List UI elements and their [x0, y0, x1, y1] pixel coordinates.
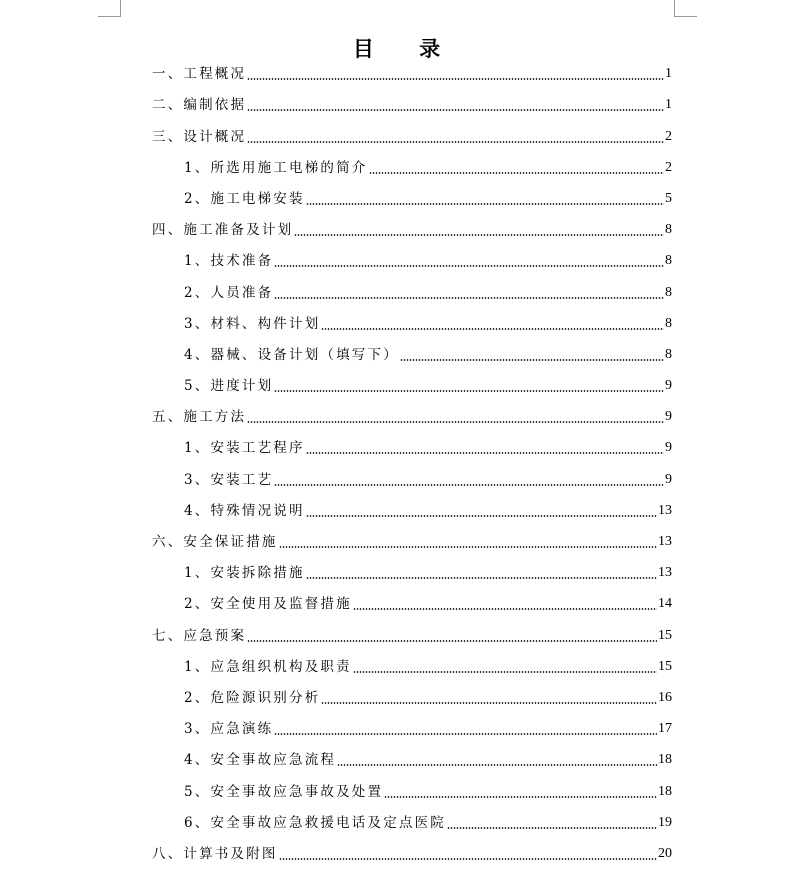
toc-entry-label: 一、工程概况 [152, 66, 247, 83]
toc-dot-leader [294, 234, 664, 236]
toc-entry-page: 2 [665, 128, 672, 144]
toc-entry-page: 20 [658, 845, 672, 861]
toc-entry-label: 三、设计概况 [152, 128, 247, 145]
toc-entry-page: 14 [658, 596, 672, 612]
toc-entry-label: 2、人员准备 [184, 284, 274, 301]
toc-entry[interactable] [0, 712, 793, 743]
toc-entry-page: 8 [665, 346, 672, 362]
toc-entry-page: 19 [658, 814, 672, 830]
toc-entry-label: 5、进度计划 [184, 378, 274, 395]
toc-entry-label: 6、安全事故应急救援电话及定点医院 [184, 814, 446, 831]
toc-entry-label: 2、安全使用及监督措施 [184, 596, 352, 613]
toc-dot-leader [279, 858, 657, 860]
toc-entry-label: 七、应急预案 [152, 627, 247, 644]
toc-entry-label: 四、施工准备及计划 [152, 222, 294, 239]
toc-entry[interactable] [0, 119, 793, 150]
toc-dot-leader [400, 359, 664, 361]
toc-entry-label: 4、器械、设备计划（填写下） [184, 346, 399, 363]
toc-dot-leader [306, 203, 664, 205]
toc-entry-page: 8 [665, 284, 672, 300]
toc-dot-leader [353, 608, 657, 610]
toc-entry-label: 八、计算书及附图 [152, 845, 278, 862]
toc-entry-page: 18 [658, 783, 672, 799]
toc-entry-label: 1、所选用施工电梯的简介 [184, 159, 368, 176]
toc-entry[interactable] [0, 618, 793, 649]
toc-entry[interactable] [0, 462, 793, 493]
toc-dot-leader [321, 702, 657, 704]
toc-entry-label: 3、应急演练 [184, 721, 274, 738]
toc-entry-page: 1 [665, 97, 672, 113]
toc-entry[interactable] [0, 743, 793, 774]
toc-entry-label: 3、材料、构件计划 [184, 315, 321, 332]
toc-dot-leader [353, 671, 657, 673]
toc-entry[interactable] [0, 806, 793, 837]
toc-entry[interactable] [0, 307, 793, 338]
toc-entry-page: 15 [658, 627, 672, 643]
toc-entry-label: 1、安装拆除措施 [184, 565, 305, 582]
toc-entry-page: 9 [665, 409, 672, 425]
toc-entry-page: 16 [658, 689, 672, 705]
toc-entry[interactable] [0, 213, 793, 244]
toc-entry-label: 二、编制依据 [152, 97, 247, 114]
toc-entry[interactable] [0, 338, 793, 369]
toc-dot-leader [337, 764, 657, 766]
toc-entry-page: 9 [665, 440, 672, 456]
toc-dot-leader [247, 421, 664, 423]
toc-dot-leader [247, 109, 664, 111]
toc-dot-leader [247, 141, 664, 143]
toc-list [0, 57, 793, 868]
toc-entry-label: 1、应急组织机构及职责 [184, 658, 352, 675]
toc-dot-leader [447, 827, 657, 829]
toc-entry[interactable] [0, 774, 793, 805]
toc-entry[interactable] [0, 556, 793, 587]
toc-entry[interactable] [0, 650, 793, 681]
toc-dot-leader [306, 577, 657, 579]
toc-title: 目 录 [352, 37, 460, 62]
toc-entry-page: 8 [665, 315, 672, 331]
toc-entry-label: 2、施工电梯安装 [184, 190, 305, 207]
toc-entry-page: 8 [665, 253, 672, 269]
toc-entry[interactable] [0, 182, 793, 213]
toc-dot-leader [247, 78, 664, 80]
toc-entry[interactable] [0, 525, 793, 556]
toc-entry-page: 8 [665, 222, 672, 238]
toc-entry-label: 4、安全事故应急流程 [184, 752, 337, 769]
toc-entry[interactable] [0, 369, 793, 400]
toc-entry[interactable] [0, 244, 793, 275]
toc-dot-leader [369, 172, 665, 174]
toc-dot-leader [274, 733, 657, 735]
toc-entry-page: 9 [665, 378, 672, 394]
toc-entry-page: 13 [658, 502, 672, 518]
toc-entry[interactable] [0, 494, 793, 525]
toc-entry[interactable] [0, 681, 793, 712]
toc-entry[interactable] [0, 400, 793, 431]
toc-entry[interactable] [0, 151, 793, 182]
toc-entry-page: 18 [658, 752, 672, 768]
toc-dot-leader [274, 265, 664, 267]
toc-entry-label: 1、技术准备 [184, 253, 274, 270]
toc-entry-label: 4、特殊情况说明 [184, 502, 305, 519]
toc-entry-page: 13 [658, 565, 672, 581]
toc-entry-label: 3、安装工艺 [184, 471, 274, 488]
toc-dot-leader [306, 452, 664, 454]
toc-entry-page: 9 [665, 471, 672, 487]
toc-entry-page: 1 [665, 66, 672, 82]
page-corner-mark-top-left [98, 0, 121, 17]
toc-entry[interactable] [0, 88, 793, 119]
toc-entry-label: 5、安全事故应急事故及处置 [184, 783, 384, 800]
toc-dot-leader [279, 546, 657, 548]
toc-entry-label: 六、安全保证措施 [152, 534, 278, 550]
toc-entry-page: 15 [658, 658, 672, 674]
toc-entry[interactable] [0, 57, 793, 88]
toc-dot-leader [384, 796, 657, 798]
toc-entry-label: 1、安装工艺程序 [184, 440, 305, 457]
toc-entry-label: 五、施工方法 [152, 409, 247, 426]
toc-entry-page: 13 [658, 534, 672, 549]
toc-entry-page: 2 [665, 159, 672, 175]
toc-entry-page: 5 [665, 190, 672, 206]
toc-entry[interactable] [0, 837, 793, 868]
toc-entry[interactable] [0, 431, 793, 462]
toc-dot-leader [274, 484, 664, 486]
toc-entry-label: 2、危险源识别分析 [184, 689, 321, 706]
toc-entry[interactable] [0, 275, 793, 306]
toc-entry-page: 17 [658, 721, 672, 737]
page-corner-mark-top-right [674, 0, 697, 17]
toc-dot-leader [306, 515, 657, 517]
toc-entry[interactable] [0, 587, 793, 618]
toc-dot-leader [247, 640, 657, 642]
toc-dot-leader [321, 328, 664, 330]
toc-dot-leader [274, 297, 664, 299]
toc-dot-leader [274, 390, 664, 392]
